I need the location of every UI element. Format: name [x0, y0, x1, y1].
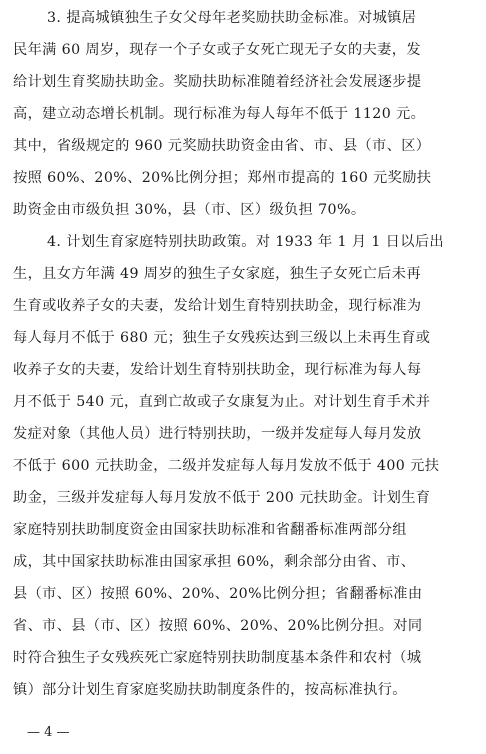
- text-line: 镇）部分计划生育家庭奖励扶助制度条件的，按高标准执行。: [13, 682, 407, 698]
- text-line: 时符合独生子女残疾死亡家庭特别扶助制度基本条件和农村（城: [13, 650, 422, 666]
- text-line: 收养子女的夫妻，发给计划生育特别扶助金，现行标准为每人每: [13, 362, 422, 378]
- text-line: 民年满 60 周岁，现存一个子女或子女死亡现无子女的夫妻，发: [13, 42, 421, 58]
- text-line: 生育或收养子女的夫妻，发给计划生育特别扶助金，现行标准为: [13, 298, 422, 314]
- text-line: 助金，三级并发症每人每月发放不低于 200 元扶助金。计划生育: [13, 490, 431, 506]
- page-number: — 4 —: [27, 725, 70, 740]
- text-line: 月不低于 540 元，直到亡故或子女康复为止。对计划生育手术并: [13, 394, 431, 410]
- text-line: 县（市、区）按照 60%、20%、20%比例分担；省翻番标准由: [13, 586, 423, 602]
- text-line: 生，且女方年满 49 周岁的独生子女家庭，独生子女死亡后未再: [13, 266, 421, 282]
- text-line: 按照 60%、20%、20%比例分担；郑州市提高的 160 元奖励扶: [13, 170, 432, 186]
- text-line: 家庭特别扶助制度资金由国家扶助标准和省翻番标准两部分组: [13, 522, 407, 538]
- text-line: 成，其中国家扶助标准由国家承担 60%，剩余部分由省、市、: [13, 554, 416, 570]
- text-line: 4. 计划生育家庭特别扶助政策。对 1933 年 1 月 1 日以后出: [47, 234, 445, 250]
- text-line: 高，建立动态增长机制。现行标准为每人每年不低于 1120 元。: [13, 106, 426, 122]
- text-line: 省、市、县（市、区）按照 60%、20%、20%比例分担。对同: [13, 618, 423, 634]
- text-line: 发症对象（其他人员）进行特别扶助，一级并发症每人每月发放: [13, 426, 422, 442]
- text-line: 3. 提高城镇独生子女父母年老奖励扶助金标准。对城镇居: [47, 10, 417, 26]
- text-line: 助资金由市级负担 30%，县（市、区）级负担 70%。: [13, 202, 366, 218]
- text-line: 每人每月不低于 680 元；独生子女残疾达到三级以上未再生育或: [13, 330, 431, 346]
- text-line: 不低于 600 元扶助金，二级并发症每人每月发放不低于 400 元扶: [13, 458, 440, 474]
- text-line: 给计划生育奖励扶助金。奖励扶助标准随着经济社会发展逐步提: [13, 74, 422, 90]
- text-line: 其中，省级规定的 960 元奖励扶助资金由省、市、县（市、区）: [13, 138, 431, 154]
